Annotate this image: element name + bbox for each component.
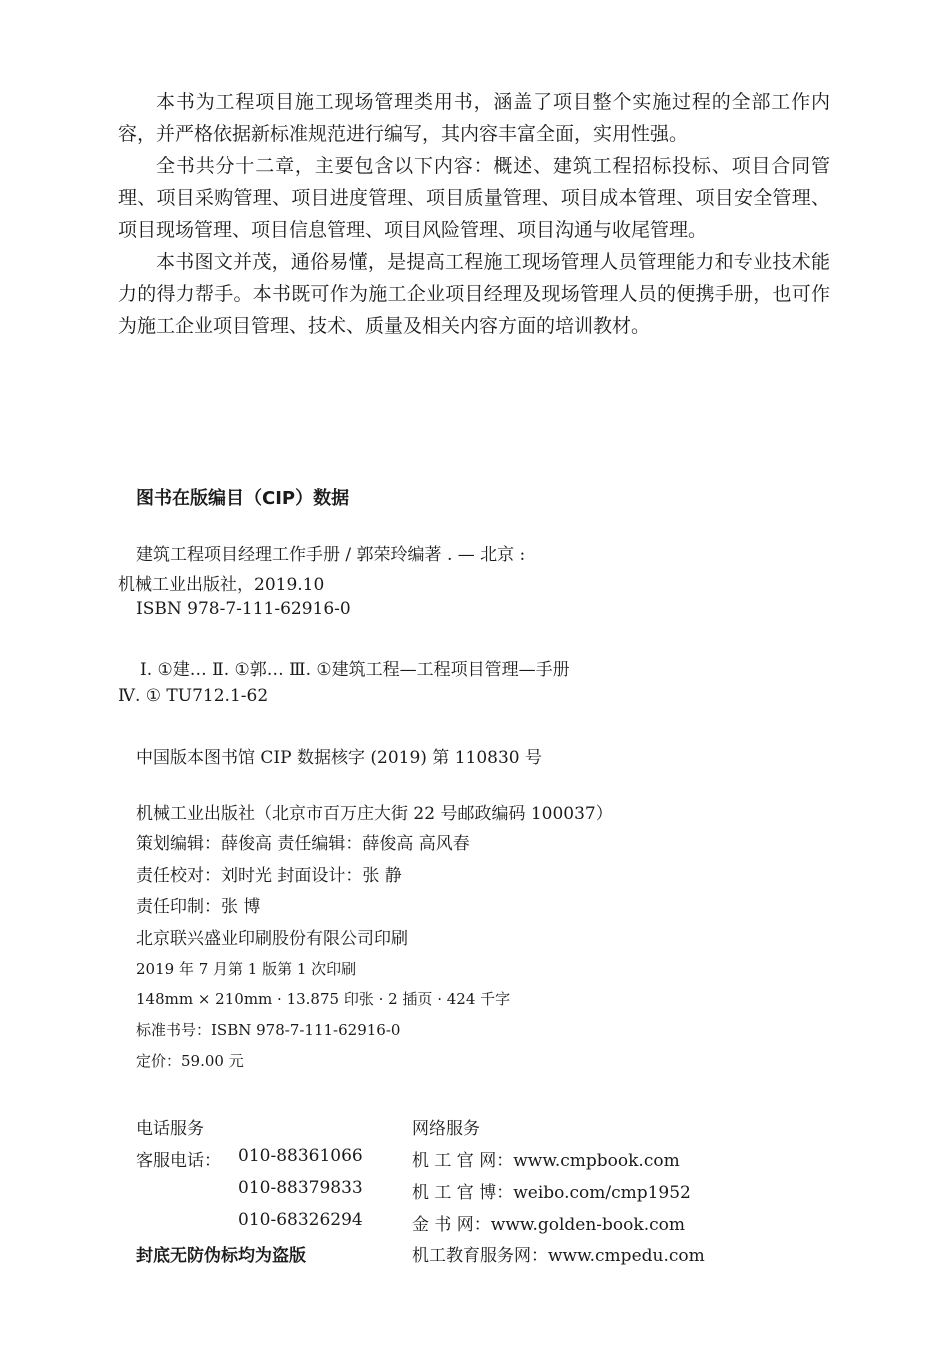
- phone-service-title: 电话服务: [136, 1119, 204, 1139]
- imprint-editors: 策划编辑：薛俊高 责任编辑：薛俊高 高风春: [136, 834, 470, 854]
- anti-counterfeit-notice: 封底无防伪标均为盗版: [136, 1246, 306, 1266]
- cip-title-line: 建筑工程项目经理工作手册 / 郭荣玲编著 . — 北京 :: [136, 545, 526, 565]
- cip-isbn-line: ISBN 978-7-111-62916-0: [136, 599, 351, 619]
- imprint-format: 148mm × 210mm · 13.875 印张 · 2 插页 · 424 千字: [136, 990, 511, 1008]
- imprint-std-number: 标准书号：ISBN 978-7-111-62916-0: [136, 1021, 401, 1039]
- cip-heading: 图书在版编目（CIP）数据: [136, 488, 350, 509]
- book-description: [118, 86, 830, 342]
- cip-classification-line-1: Ⅰ. ①建… Ⅱ. ①郭… Ⅲ. ①建筑工程—工程项目管理—手册: [140, 660, 570, 680]
- imprint-price: 定价：59.00 元: [136, 1052, 244, 1070]
- phone-number: 010-88379833: [238, 1178, 363, 1198]
- web-service-weibo: 机 工 官 博：weibo.com/cmp1952: [412, 1183, 691, 1203]
- imprint-proof-design: 责任校对：刘时光 封面设计：张 静: [136, 866, 402, 886]
- description-paragraph-3: 本书图文并茂，通俗易懂，是提高工程施工现场管理人员管理能力和专业技术能力的得力帮手。本书既可作为施工企业项目经理及现场管理人员的便携手册，也可作为施工企业项目管理、技术、质量及相关内容方面的培训教材。: [118, 251, 830, 337]
- cip-publisher-line: 机械工业出版社，2019.10: [118, 575, 325, 595]
- cip-library-line: 中国版本图书馆 CIP 数据核字 (2019) 第 110830 号: [136, 748, 543, 768]
- phone-number: 010-88361066: [238, 1146, 363, 1166]
- net-service-title: 网络服务: [412, 1119, 480, 1139]
- imprint-publisher: 机械工业出版社（北京市百万庄大街 22 号邮政编码 100037）: [136, 804, 613, 824]
- web-service-cmpbook: 机 工 官 网：www.cmpbook.com: [412, 1151, 680, 1171]
- description-paragraph-1: 本书为工程项目施工现场管理类用书，涵盖了项目整个实施过程的全部工作内容，并严格依据新标准规范进行编写，其内容丰富全面，实用性强。: [118, 91, 830, 145]
- web-service-golden-book: 金 书 网：www.golden-book.com: [412, 1215, 685, 1235]
- imprint-edition: 2019 年 7 月第 1 版第 1 次印刷: [136, 960, 357, 978]
- hotline-label: 客服电话：: [136, 1151, 221, 1171]
- phone-number: 010-68326294: [238, 1210, 363, 1230]
- web-service-cmpedu: 机工教育服务网：www.cmpedu.com: [412, 1246, 705, 1266]
- imprint-print-manager: 责任印制：张 博: [136, 897, 261, 917]
- imprint-printer: 北京联兴盛业印刷股份有限公司印刷: [136, 929, 408, 949]
- description-paragraph-2: 全书共分十二章，主要包含以下内容：概述、建筑工程招标投标、项目合同管理、项目采购管理、项目进度管理、项目质量管理、项目成本管理、项目安全管理、项目现场管理、项目信息管理、项目风险管理、项目沟通与收尾管理。: [118, 155, 830, 241]
- cip-classification-line-2: Ⅳ. ① TU712.1-62: [118, 686, 269, 706]
